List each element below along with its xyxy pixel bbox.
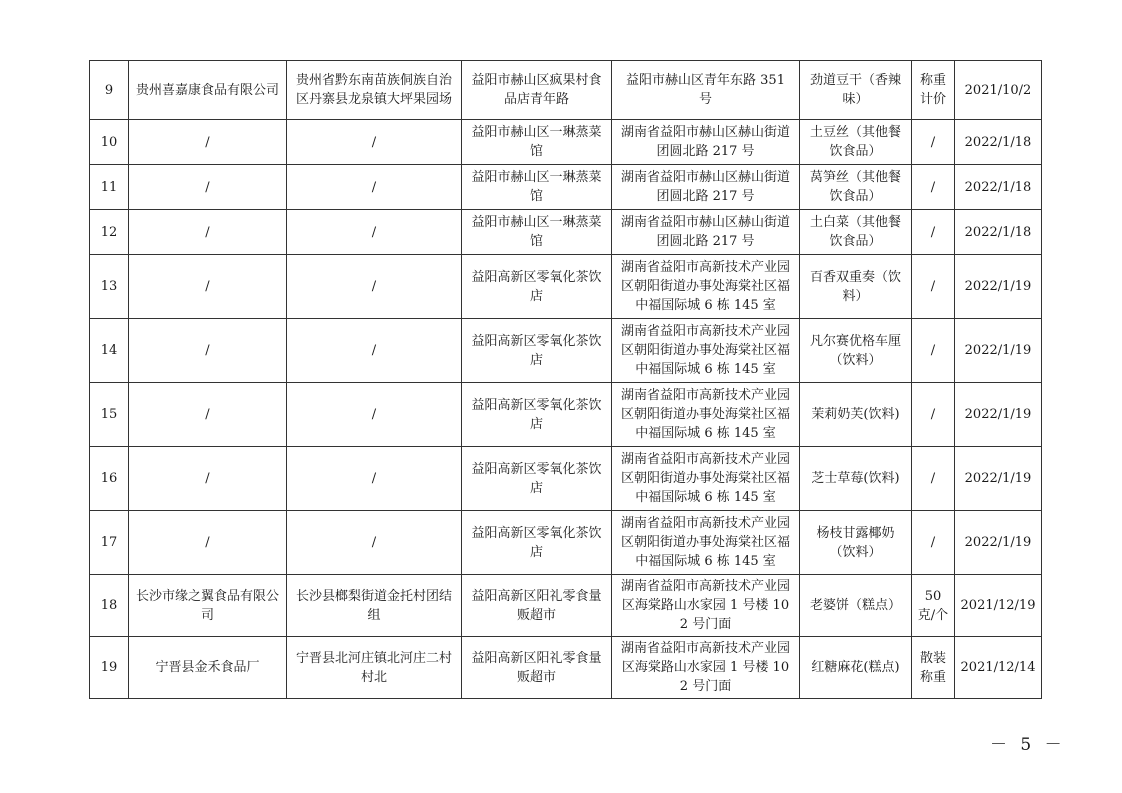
cell-date: 2022/1/19 — [955, 447, 1042, 511]
cell-date: 2022/1/18 — [955, 210, 1042, 255]
cell-product: 劲道豆干（香辣味） — [800, 61, 912, 120]
cell-seq: 14 — [90, 319, 129, 383]
cell-producer-address: 贵州省黔东南苗族侗族自治区丹寨县龙泉镇大坪果园场 — [287, 61, 462, 120]
cell-producer: / — [129, 319, 287, 383]
table-row — [90, 383, 1042, 447]
cell-seller: 益阳市赫山区一琳蒸菜馆 — [462, 120, 612, 165]
table-row — [90, 319, 1042, 383]
cell-seller: 益阳市赫山区疯果村食品店青年路 — [462, 61, 612, 120]
cell-date: 2022/1/18 — [955, 165, 1042, 210]
cell-seq: 11 — [90, 165, 129, 210]
cell-seller-address: 湖南省益阳市高新技术产业园区朝阳街道办事处海棠社区福中福国际城 6 栋 145 室 — [612, 511, 800, 575]
cell-seq: 15 — [90, 383, 129, 447]
cell-producer: / — [129, 447, 287, 511]
cell-producer-address: / — [287, 511, 462, 575]
cell-seller-address: 益阳市赫山区青年东路 351 号 — [612, 61, 800, 120]
cell-seq: 13 — [90, 255, 129, 319]
table-row — [90, 447, 1042, 511]
cell-producer-address: / — [287, 165, 462, 210]
cell-seller: 益阳高新区零氧化茶饮店 — [462, 319, 612, 383]
cell-seller-address: 湖南省益阳市赫山区赫山街道团圆北路 217 号 — [612, 210, 800, 255]
cell-producer-address: / — [287, 210, 462, 255]
cell-seller: 益阳市赫山区一琳蒸菜馆 — [462, 165, 612, 210]
cell-date: 2022/1/19 — [955, 255, 1042, 319]
cell-producer: 长沙市缘之翼食品有限公司 — [129, 575, 287, 637]
cell-product: 土白菜（其他餐饮食品） — [800, 210, 912, 255]
sampling-results-table — [89, 60, 1042, 699]
cell-seller-address: 湖南省益阳市高新技术产业园区朝阳街道办事处海棠社区福中福国际城 6 栋 145 室 — [612, 447, 800, 511]
cell-producer: 贵州喜嘉康食品有限公司 — [129, 61, 287, 120]
cell-spec: 称重计价 — [912, 61, 955, 120]
cell-seq: 18 — [90, 575, 129, 637]
cell-spec: / — [912, 210, 955, 255]
cell-date: 2022/1/19 — [955, 319, 1042, 383]
cell-producer: / — [129, 383, 287, 447]
cell-product: 百香双重奏（饮料） — [800, 255, 912, 319]
cell-seller-address: 湖南省益阳市高新技术产业园区海棠路山水家园 1 号楼 102 号门面 — [612, 575, 800, 637]
cell-seller-address: 湖南省益阳市赫山区赫山街道团圆北路 217 号 — [612, 120, 800, 165]
cell-seller: 益阳高新区阳礼零食量贩超市 — [462, 575, 612, 637]
cell-product: 凡尔赛优格车厘（饮料） — [800, 319, 912, 383]
table-row — [90, 120, 1042, 165]
cell-seq: 10 — [90, 120, 129, 165]
cell-product: 土豆丝（其他餐饮食品） — [800, 120, 912, 165]
cell-spec: / — [912, 511, 955, 575]
cell-producer: 宁晋县金禾食品厂 — [129, 637, 287, 699]
cell-seller: 益阳高新区阳礼零食量贩超市 — [462, 637, 612, 699]
cell-date: 2022/1/19 — [955, 511, 1042, 575]
cell-date: 2021/10/2 — [955, 61, 1042, 120]
cell-spec: / — [912, 319, 955, 383]
cell-seller-address: 湖南省益阳市高新技术产业园区朝阳街道办事处海棠社区福中福国际城 6 栋 145 室 — [612, 383, 800, 447]
cell-producer-address: / — [287, 120, 462, 165]
cell-seq: 17 — [90, 511, 129, 575]
cell-seller: 益阳高新区零氧化茶饮店 — [462, 383, 612, 447]
cell-product: 茉莉奶芙(饮料) — [800, 383, 912, 447]
cell-spec: / — [912, 255, 955, 319]
cell-producer-address: / — [287, 255, 462, 319]
cell-seller-address: 湖南省益阳市高新技术产业园区朝阳街道办事处海棠社区福中福国际城 6 栋 145 室 — [612, 255, 800, 319]
cell-product: 红糖麻花(糕点) — [800, 637, 912, 699]
cell-spec: / — [912, 383, 955, 447]
cell-product: 老婆饼（糕点） — [800, 575, 912, 637]
table-row — [90, 61, 1042, 120]
cell-seller: 益阳高新区零氧化茶饮店 — [462, 447, 612, 511]
cell-seller: 益阳高新区零氧化茶饮店 — [462, 511, 612, 575]
cell-date: 2022/1/19 — [955, 383, 1042, 447]
cell-date: 2022/1/18 — [955, 120, 1042, 165]
cell-seller-address: 湖南省益阳市高新技术产业园区朝阳街道办事处海棠社区福中福国际城 6 栋 145 室 — [612, 319, 800, 383]
table-row — [90, 210, 1042, 255]
cell-producer-address: / — [287, 319, 462, 383]
cell-producer-address: 长沙县榔梨街道金托村团结组 — [287, 575, 462, 637]
cell-product: 芝士草莓(饮料) — [800, 447, 912, 511]
cell-producer: / — [129, 511, 287, 575]
cell-producer: / — [129, 255, 287, 319]
cell-producer-address: / — [287, 447, 462, 511]
cell-product: 莴笋丝（其他餐饮食品） — [800, 165, 912, 210]
cell-date: 2021/12/14 — [955, 637, 1042, 699]
cell-producer: / — [129, 165, 287, 210]
cell-producer: / — [129, 210, 287, 255]
table-row — [90, 637, 1042, 699]
table-row — [90, 255, 1042, 319]
cell-spec: / — [912, 165, 955, 210]
cell-producer: / — [129, 120, 287, 165]
cell-spec: / — [912, 447, 955, 511]
cell-date: 2021/12/19 — [955, 575, 1042, 637]
cell-spec: 50 克/个 — [912, 575, 955, 637]
cell-spec: / — [912, 120, 955, 165]
table-row — [90, 511, 1042, 575]
cell-seq: 9 — [90, 61, 129, 120]
cell-product: 杨枝甘露椰奶（饮料） — [800, 511, 912, 575]
cell-producer-address: 宁晋县北河庄镇北河庄二村村北 — [287, 637, 462, 699]
cell-seq: 19 — [90, 637, 129, 699]
cell-seq: 12 — [90, 210, 129, 255]
page-number: － 5 － — [990, 735, 1066, 755]
table-row — [90, 165, 1042, 210]
cell-seller-address: 湖南省益阳市赫山区赫山街道团圆北路 217 号 — [612, 165, 800, 210]
cell-seq: 16 — [90, 447, 129, 511]
cell-spec: 散装称重 — [912, 637, 955, 699]
cell-seller-address: 湖南省益阳市高新技术产业园区海棠路山水家园 1 号楼 102 号门面 — [612, 637, 800, 699]
cell-producer-address: / — [287, 383, 462, 447]
table-row — [90, 575, 1042, 637]
cell-seller: 益阳市赫山区一琳蒸菜馆 — [462, 210, 612, 255]
cell-seller: 益阳高新区零氧化茶饮店 — [462, 255, 612, 319]
